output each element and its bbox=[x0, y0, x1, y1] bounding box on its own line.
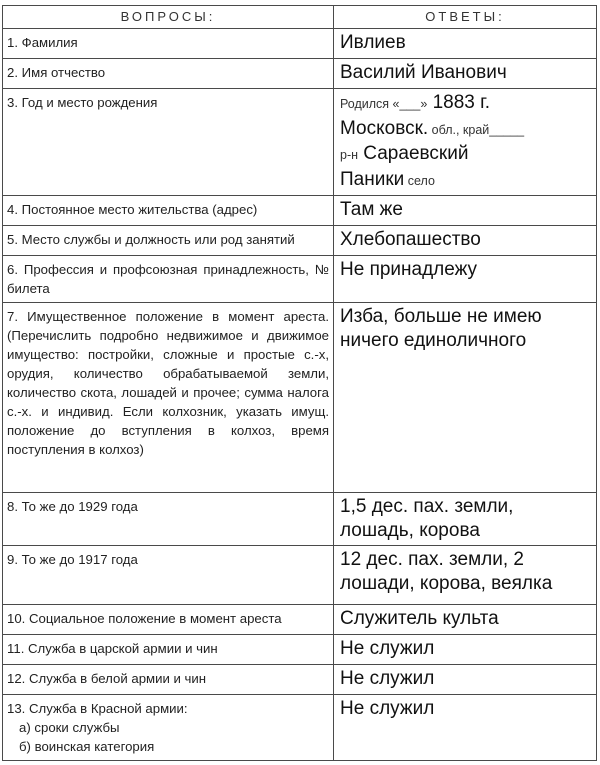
answer-cell: Не служил bbox=[334, 695, 597, 761]
answer-fragment: село bbox=[404, 173, 435, 188]
answer-fragment: 1883 г. bbox=[427, 92, 491, 113]
answer-cell: Изба, больше не имею ничего единоличного bbox=[334, 303, 597, 493]
answer-cell: Не служил bbox=[334, 665, 597, 695]
answers-header: ОТВЕТЫ: bbox=[334, 6, 597, 29]
table-row bbox=[3, 635, 597, 665]
answer-fragment: Родился «___» bbox=[340, 97, 428, 111]
question-cell: 2. Имя отчество bbox=[3, 59, 334, 89]
answer-fragment: Сараевский bbox=[358, 143, 469, 164]
questions-header: ВОПРОСЫ: bbox=[3, 6, 334, 29]
header-row bbox=[3, 6, 597, 29]
answer-cell: Не служил bbox=[334, 635, 597, 665]
answer-cell bbox=[334, 89, 597, 196]
table-row bbox=[3, 196, 597, 226]
question-cell: 5. Место службы и должность или род занятий bbox=[3, 226, 334, 256]
table-row bbox=[3, 695, 597, 761]
table-row bbox=[3, 546, 597, 605]
answer-cell: 1,5 дес. пах. земли, лошадь, корова bbox=[334, 493, 597, 546]
answer-cell: Ивлиев bbox=[334, 29, 597, 59]
question-cell: 10. Социальное положение в момент ареста bbox=[3, 605, 334, 635]
question-cell: 6. Профессия и профсоюзная принадлежность, № билета bbox=[3, 256, 334, 303]
table-row bbox=[3, 29, 597, 59]
answer-cell: Василий Иванович bbox=[334, 59, 597, 89]
table-row bbox=[3, 605, 597, 635]
table-row bbox=[3, 226, 597, 256]
answer-fragment: обл., край_____ bbox=[428, 122, 525, 137]
answer-cell: Не принадлежу bbox=[334, 256, 597, 303]
answer-cell: Хлебопашество bbox=[334, 226, 597, 256]
table-row bbox=[3, 89, 597, 196]
answer-fragment: Паники bbox=[340, 168, 405, 190]
answer-cell: Служитель культа bbox=[334, 605, 597, 635]
answer-fragment: р-н bbox=[340, 148, 359, 162]
question-cell: 8. То же до 1929 года bbox=[3, 493, 334, 546]
table-row bbox=[3, 303, 597, 493]
question-cell: 1. Фамилия bbox=[3, 29, 334, 59]
question-cell: 9. То же до 1917 года bbox=[3, 546, 334, 605]
question-text: 13. Служба в Красной армии: bbox=[7, 701, 188, 716]
table-row bbox=[3, 665, 597, 695]
question-cell bbox=[3, 695, 334, 761]
answer-cell: Там же bbox=[334, 196, 597, 226]
question-cell: 11. Служба в царской армии и чин bbox=[3, 635, 334, 665]
question-subitem: а) сроки службы bbox=[19, 720, 120, 735]
question-subitem: б) воинская категория bbox=[19, 739, 155, 754]
question-cell: 12. Служба в белой армии и чин bbox=[3, 665, 334, 695]
question-cell: 4. Постоянное место жительства (адрес) bbox=[3, 196, 334, 226]
answer-fragment: Московск. bbox=[340, 117, 429, 139]
question-cell: 3. Год и место рождения bbox=[3, 89, 334, 196]
table-row bbox=[3, 256, 597, 303]
table-row bbox=[3, 493, 597, 546]
question-cell: 7. Имущественное положение в момент ареста. (Перечислить подробно недвижимое и движимое имущество: постройки, сложные и простые с.-х, орудия, количество обрабатываемой земли, количество скота, лошадей и прочее; сумма налога с.-х. и индивид. Если колхозник, указать имущ. положение до вступления в колхоз, время поступления в колхоз) bbox=[3, 303, 334, 493]
table-row bbox=[3, 59, 597, 89]
answer-cell: 12 дес. пах. земли, 2 лошади, корова, веялка bbox=[334, 546, 597, 605]
questionnaire-table bbox=[2, 5, 597, 761]
